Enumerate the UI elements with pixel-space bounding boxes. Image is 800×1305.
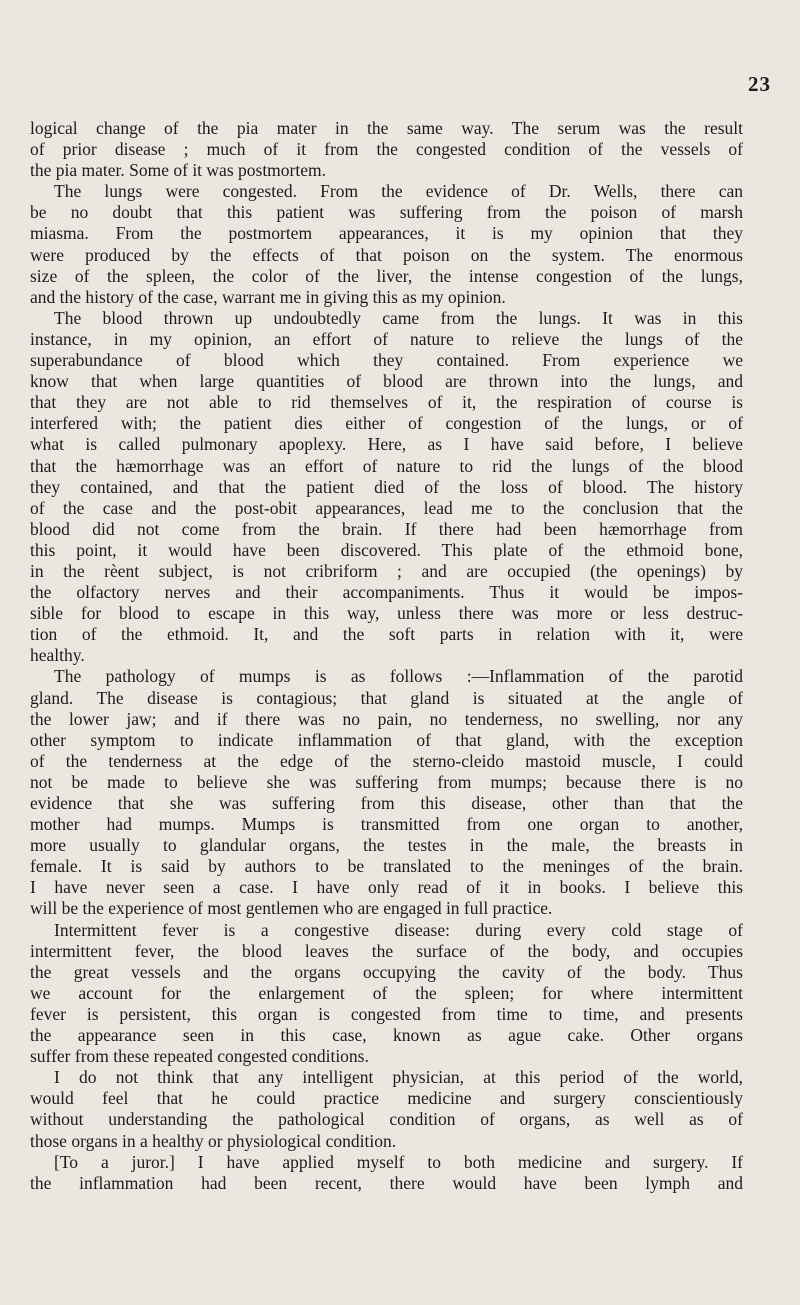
text-line: intermittent fever, the blood leaves the surface of the body, and occupies xyxy=(30,940,743,961)
text-line: evidence that she was suffering from this disease, other than that the xyxy=(30,793,743,813)
text-line: what is called pulmonary apoplexy. Here, as I have said before, I believe xyxy=(30,434,743,455)
text-line: superabundance of blood which they contained. From experience we xyxy=(30,350,743,371)
text-line: other symptom to indicate inflammation of that gland, with the exception xyxy=(30,729,743,750)
text-line: the lower jaw; and if there was no pain, no tenderness, no swelling, nor any xyxy=(30,708,743,729)
text-line: gland. The disease is contagious; that gland is situated at the angle of xyxy=(30,687,743,708)
text-line: we account for the enlargement of the spleen; for where intermittent xyxy=(30,982,743,1003)
text-line: be no doubt that this patient was suffering from the poison of marsh xyxy=(30,202,743,223)
text-line: logical change of the pia mater in the same way. The serum was the result xyxy=(30,118,743,138)
text-line: that the hæmorrhage was an effort of nature to rid the lungs of the blood xyxy=(30,455,743,476)
text-line: of prior disease ; much of it from the congested condition of the vessels of xyxy=(30,139,743,160)
text-line: in the rèent subject, is not cribriform ; and are occupied (the openings) by xyxy=(30,560,743,581)
text-line: of the case and the post-obit appearances, lead me to the conclusion that the xyxy=(30,497,743,518)
text-line: without understanding the pathological condition of organs, as well as of xyxy=(30,1109,743,1130)
text-line: they contained, and that the patient died of the loss of blood. The history xyxy=(30,476,743,497)
text-line: The lungs were congested. From the evidence of Dr. Wells, there can xyxy=(54,181,743,202)
text-line: [To a juror.] I have applied myself to both medicine and surgery. If xyxy=(54,1151,743,1172)
text-line: that they are not able to rid themselves of it, the respiration of course is xyxy=(30,392,743,413)
text-line: instance, in my opinion, an effort of nature to relieve the lungs of the xyxy=(30,328,743,349)
text-line: fever is persistent, this organ is congested from time to time, and presents xyxy=(30,1003,743,1024)
text-line: I have never seen a case. I have only read of it in books. I believe this xyxy=(30,877,743,898)
text-line: the pia mater. Some of it was postmortem. xyxy=(30,160,326,181)
body-text xyxy=(30,118,743,1194)
text-line: blood did not come from the brain. If there had been hæmorrhage from xyxy=(30,518,743,539)
text-line: Intermittent fever is a congestive disease: during every cold stage of xyxy=(54,919,743,940)
text-line: were produced by the effects of that poison on the system. The enormous xyxy=(30,244,743,265)
page-number: 23 xyxy=(748,72,771,96)
text-line: mother had mumps. Mumps is transmitted from one organ to another, xyxy=(30,814,743,835)
text-line: healthy. xyxy=(30,645,85,666)
text-line: the inflammation had been recent, there would have been lymph and xyxy=(30,1172,743,1193)
text-line: more usually to glandular organs, the testes in the male, the breasts in xyxy=(30,835,743,856)
text-line: will be the experience of most gentlemen who are engaged in full practice. xyxy=(30,898,553,919)
text-line: The blood thrown up undoubtedly came from the lungs. It was in this xyxy=(54,307,743,328)
text-line: female. It is said by authors to be translated to the meninges of the brain. xyxy=(30,856,743,877)
text-line: know that when large quantities of blood are thrown into the lungs, and xyxy=(30,371,743,392)
text-line: suffer from these repeated congested conditions. xyxy=(30,1046,369,1067)
text-line: would feel that he could practice medicine and surgery conscientiously xyxy=(30,1088,743,1109)
text-line: and the history of the case, warrant me in giving this as my opinion. xyxy=(30,286,506,307)
text-line: miasma. From the postmortem appearances, it is my opinion that they xyxy=(30,223,743,244)
text-line: this point, it would have been discovered. This plate of the ethmoid bone, xyxy=(30,539,743,560)
text-line: sible for blood to escape in this way, unless there was more or less destruc- xyxy=(30,603,743,624)
text-line: the appearance seen in this case, known as ague cake. Other organs xyxy=(30,1025,743,1046)
text-line: the olfactory nerves and their accompaniments. Thus it would be impos- xyxy=(30,582,743,603)
text-line: interfered with; the patient dies either of congestion of the lungs, or of xyxy=(30,413,743,434)
text-line: the great vessels and the organs occupying the cavity of the body. Thus xyxy=(30,961,743,982)
text-line: I do not think that any intelligent physician, at this period of the world, xyxy=(54,1067,743,1088)
text-line: not be made to believe she was suffering from mumps; because there is no xyxy=(30,771,743,792)
text-line: those organs in a healthy or physiological condition. xyxy=(30,1130,397,1151)
text-line: of the tenderness at the edge of the sterno-cleido mastoid muscle, I could xyxy=(30,750,743,771)
text-line: The pathology of mumps is as follows :—Inflammation of the parotid xyxy=(54,666,743,687)
text-line: size of the spleen, the color of the liver, the intense congestion of the lungs, xyxy=(30,265,743,286)
text-line: tion of the ethmoid. It, and the soft parts in relation with it, were xyxy=(30,624,743,645)
